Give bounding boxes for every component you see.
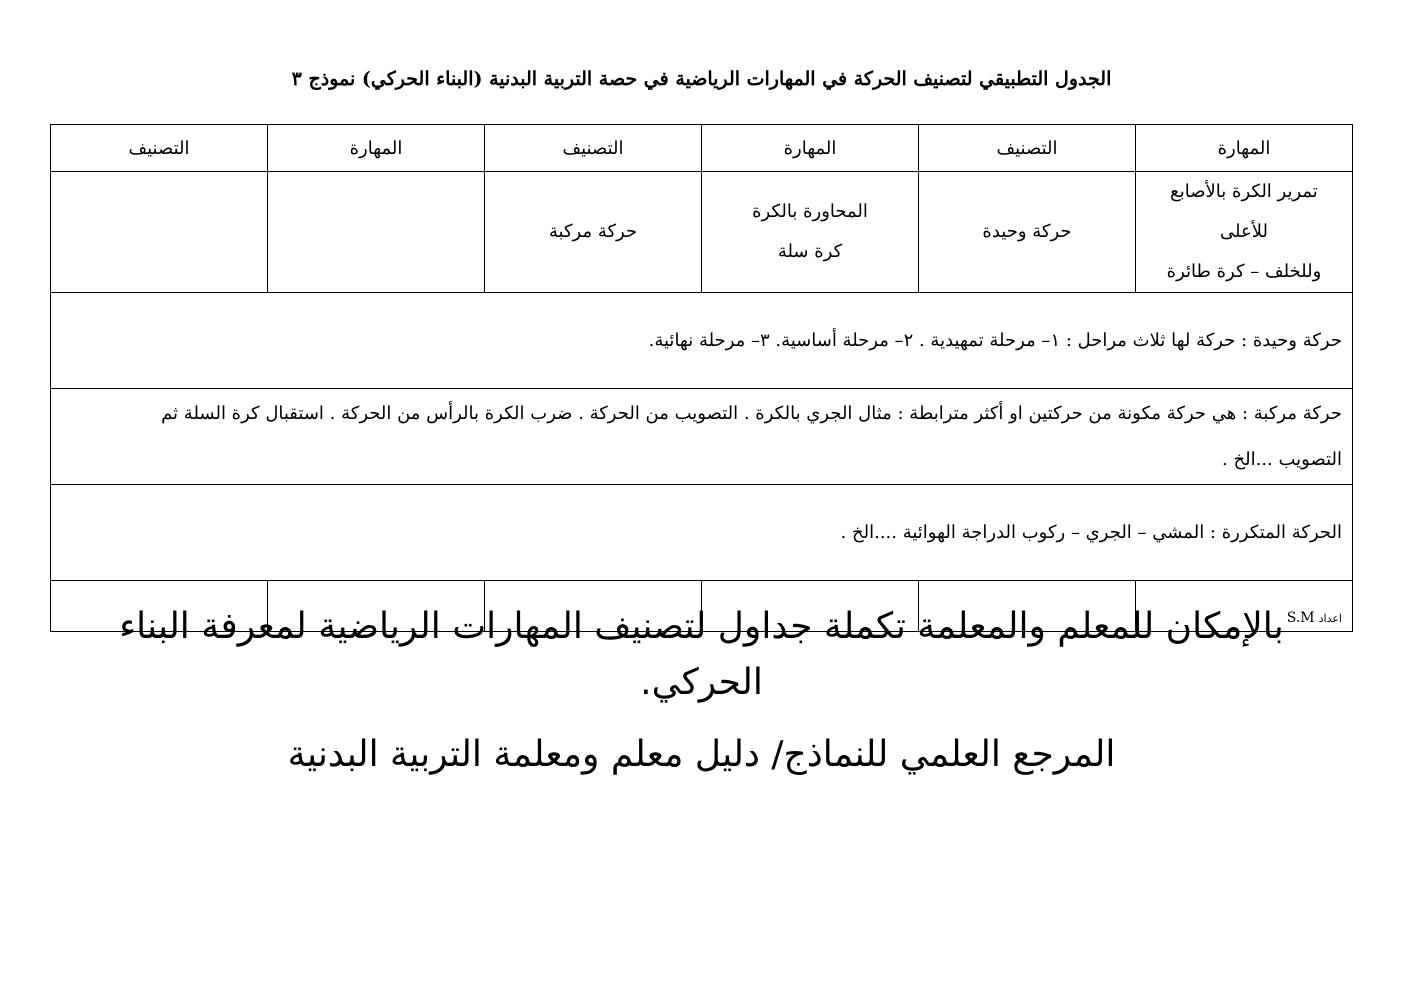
credit-label: اعداد [1318, 612, 1342, 625]
class-cell-1: حركة وحيدة [919, 172, 1136, 293]
definition-repeated: الحركة المتكررة : المشي – الجري – ركوب الدراجة الهوائية ....الخ . [51, 485, 1353, 581]
class-cell-3 [51, 172, 268, 293]
definition-single: حركة وحيدة : حركة لها ثلاث مراحل : ١– مرحلة تمهيدية . ٢– مرحلة أساسية. ٣– مرحلة نهائية. [51, 293, 1353, 389]
header-skill-1: المهارة [1136, 125, 1353, 172]
note-line-2: الحركي. [640, 662, 763, 703]
header-class-2: التصنيف [485, 125, 702, 172]
table-row [51, 172, 1353, 293]
definition-row-single [51, 293, 1353, 389]
header-skill-3: المهارة [268, 125, 485, 172]
definition-compound [51, 389, 1353, 485]
definition-compound-line-1: حركة مركبة : هي حركة مكونة من حركتين او أكثر مترابطة : مثال الجري بالكرة . التصويب من الحركة . ضرب الكرة بالرأس من الحركة . استقبال كرة السلة ثم [161, 402, 1342, 424]
skill-1-line-2: وللخلف – كرة طائرة [1166, 261, 1322, 282]
class-cell-2: حركة مركبة [485, 172, 702, 293]
document-title: الجدول التطبيقي لتصنيف الحركة في المهارات الرياضية في حصة التربية البدنية (البناء الحركي) نموذج ٣ [291, 68, 1112, 90]
header-class-3: التصنيف [51, 125, 268, 172]
definition-compound-line-2: التصويب ...الخ . [1222, 448, 1342, 470]
skill-2-line-1: المحاورة بالكرة [752, 201, 868, 222]
definition-row-repeated [51, 485, 1353, 581]
note-line-1: بالإمكان للمعلم والمعلمة تكملة جداول لتصنيف المهارات الرياضية لمعرفة البناء [119, 606, 1284, 647]
skill-cell-2 [702, 172, 919, 293]
header-skill-2: المهارة [702, 125, 919, 172]
header-class-1: التصنيف [919, 125, 1136, 172]
credit-name: S.M [1286, 610, 1315, 626]
skill-cell-3 [268, 172, 485, 293]
skill-cell-1 [1136, 172, 1353, 293]
classification-table [50, 124, 1353, 632]
reference-note: المرجع العلمي للنماذج/ دليل معلم ومعلمة التربية البدنية [287, 734, 1116, 775]
definition-row-compound [51, 389, 1353, 485]
table-header-row [51, 125, 1353, 172]
skill-2-line-2: كرة سلة [777, 241, 843, 262]
skill-1-line-1: تمرير الكرة بالأصابع للأعلى [1170, 181, 1318, 242]
